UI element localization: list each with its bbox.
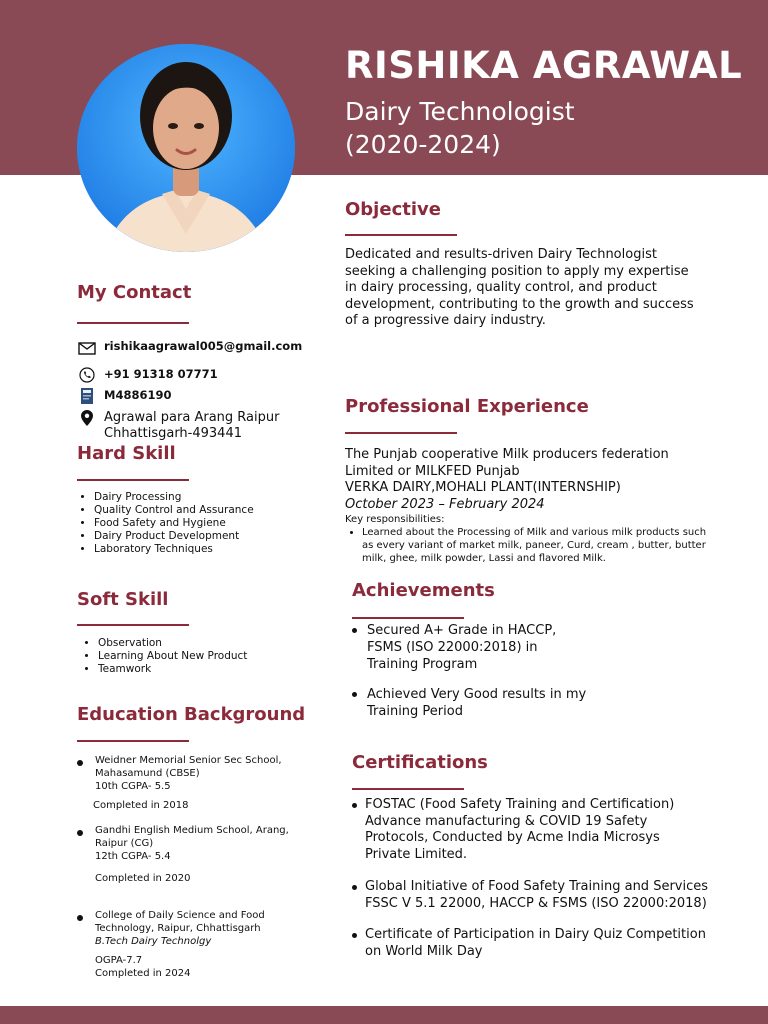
school-grade: OGPA-7.7 bbox=[95, 955, 143, 966]
location-pin-icon bbox=[77, 410, 97, 426]
role-line-2: (2020-2024) bbox=[345, 130, 501, 159]
soft-skill-heading: Soft Skill bbox=[77, 589, 169, 610]
school-completed: Completed in 2024 bbox=[95, 968, 191, 979]
profile-photo-illustration bbox=[77, 44, 295, 252]
bullet-icon bbox=[352, 803, 357, 808]
candidate-name: RISHIKA AGRAWAL bbox=[345, 44, 743, 87]
list-item: • Dairy Product Development bbox=[94, 530, 254, 543]
list-item: • Learning About New Product bbox=[98, 650, 247, 663]
achievement-text: Achieved Very Good results in my Training Period bbox=[367, 687, 587, 719]
achievement-text: Secured A+ Grade in HACCP, FSMS (ISO 22000:2018) in Training Program bbox=[367, 623, 557, 672]
contact-id-row bbox=[77, 388, 171, 404]
list-item: • Quality Control and Assurance bbox=[94, 504, 254, 517]
achievements-heading: Achievements bbox=[352, 580, 495, 601]
bullet-icon bbox=[77, 830, 83, 836]
school-location: Technology, Raipur, Chhattisgarh bbox=[95, 923, 261, 934]
certifications-rule bbox=[352, 788, 464, 790]
experience-rule bbox=[345, 432, 457, 434]
contact-address bbox=[104, 410, 279, 442]
list-item: • Teamwork bbox=[98, 663, 247, 676]
phone-icon bbox=[77, 367, 97, 383]
certifications-heading: Certifications bbox=[352, 752, 488, 773]
experience-org-line-2: Limited or MILKFED Punjab bbox=[345, 463, 520, 479]
hard-skill-heading: Hard Skill bbox=[77, 443, 176, 464]
bullet-icon bbox=[352, 885, 357, 890]
contact-rule bbox=[77, 322, 189, 324]
hard-skill-rule bbox=[77, 479, 189, 481]
school-degree: B.Tech Dairy Technolgy bbox=[95, 936, 212, 947]
achievements-rule bbox=[352, 617, 464, 619]
school-name: Gandhi English Medium School, Arang, bbox=[95, 825, 289, 836]
mail-icon bbox=[77, 340, 97, 356]
candidate-role bbox=[345, 95, 575, 161]
bullet-icon bbox=[77, 915, 83, 921]
experience-org-line-3: VERKA DAIRY,MOHALI PLANT(INTERNSHIP) bbox=[345, 480, 621, 495]
responsibilities-label: Key responsibilities: bbox=[345, 514, 445, 525]
experience-dates: October 2023 – February 2024 bbox=[345, 496, 545, 512]
bullet-icon bbox=[352, 628, 357, 633]
school-name: College of Daily Science and Food bbox=[95, 910, 265, 921]
objective-rule bbox=[345, 234, 457, 236]
school-grade: 10th CGPA- 5.5 bbox=[95, 781, 171, 792]
hard-skill-list bbox=[77, 491, 254, 556]
list-item: • Laboratory Techniques bbox=[94, 543, 254, 556]
profile-photo bbox=[77, 44, 295, 252]
role-line-1: Dairy Technologist bbox=[345, 97, 575, 126]
school-completed: Completed in 2020 bbox=[95, 873, 191, 884]
list-item: • Observation bbox=[98, 637, 247, 650]
objective-heading: Objective bbox=[345, 199, 441, 220]
contact-id: M4886190 bbox=[104, 388, 172, 402]
list-item: • Learned about the Processing of Milk and various milk products such as every variant of market milk, paneer, Curd, cream , butter, butter milk, ghee, milk powder, Lassi and flavored Milk. bbox=[362, 526, 707, 565]
list-item: • Dairy Processing bbox=[94, 491, 254, 504]
experience-heading: Professional Experience bbox=[345, 396, 589, 417]
address-line-2: Chhattisgarh-493441 bbox=[104, 426, 242, 441]
footer-band bbox=[0, 1006, 768, 1024]
contact-address-row bbox=[77, 410, 279, 442]
experience-block bbox=[345, 447, 705, 565]
experience-org-line-1: The Punjab cooperative Milk producers federation bbox=[345, 447, 669, 462]
soft-skill-list bbox=[81, 637, 247, 676]
education-heading: Education Background bbox=[77, 704, 306, 725]
certification-text: FOSTAC (Food Safety Training and Certification) Advance manufacturing & COVID 19 Safety Protocols, Conducted by Acme India Microsys Private Limited. bbox=[365, 797, 675, 862]
school-name: Weidner Memorial Senior Sec School, bbox=[95, 755, 282, 766]
school-location: Raipur (CG) bbox=[95, 838, 154, 849]
school-grade: 12th CGPA- 5.4 bbox=[95, 851, 171, 862]
id-card-icon bbox=[77, 388, 97, 404]
education-rule bbox=[77, 740, 189, 742]
bullet-icon bbox=[352, 692, 357, 697]
bullet-icon bbox=[77, 760, 83, 766]
responsibilities-list bbox=[345, 526, 707, 565]
bullet-icon bbox=[352, 933, 357, 938]
contact-phone-row bbox=[77, 367, 218, 383]
soft-skill-rule bbox=[77, 624, 189, 626]
objective-text: Dedicated and results-driven Dairy Technologist seeking a challenging position to apply my expertise in dairy processing, quality control, and product development, contributing to the growth and success of a progressive dairy industry. bbox=[345, 247, 694, 328]
certification-text: Global Initiative of Food Safety Training and Services FSSC V 5.1 22000, HACCP & FSMS (ISO 22000:2018) bbox=[365, 879, 709, 911]
contact-heading: My Contact bbox=[77, 282, 192, 303]
school-completed: Completed in 2018 bbox=[93, 800, 189, 811]
contact-email-row bbox=[77, 340, 302, 356]
certification-text: Certificate of Participation in Dairy Quiz Competition on World Milk Day bbox=[365, 927, 706, 959]
list-item: • Food Safety and Hygiene bbox=[94, 517, 254, 530]
contact-email[interactable]: rishikaagrawal005@gmail.com bbox=[104, 339, 303, 353]
address-line-1: Agrawal para Arang Raipur bbox=[104, 410, 280, 425]
contact-phone[interactable]: +91 91318 07771 bbox=[104, 367, 218, 381]
school-location: Mahasamund (CBSE) bbox=[95, 768, 200, 779]
